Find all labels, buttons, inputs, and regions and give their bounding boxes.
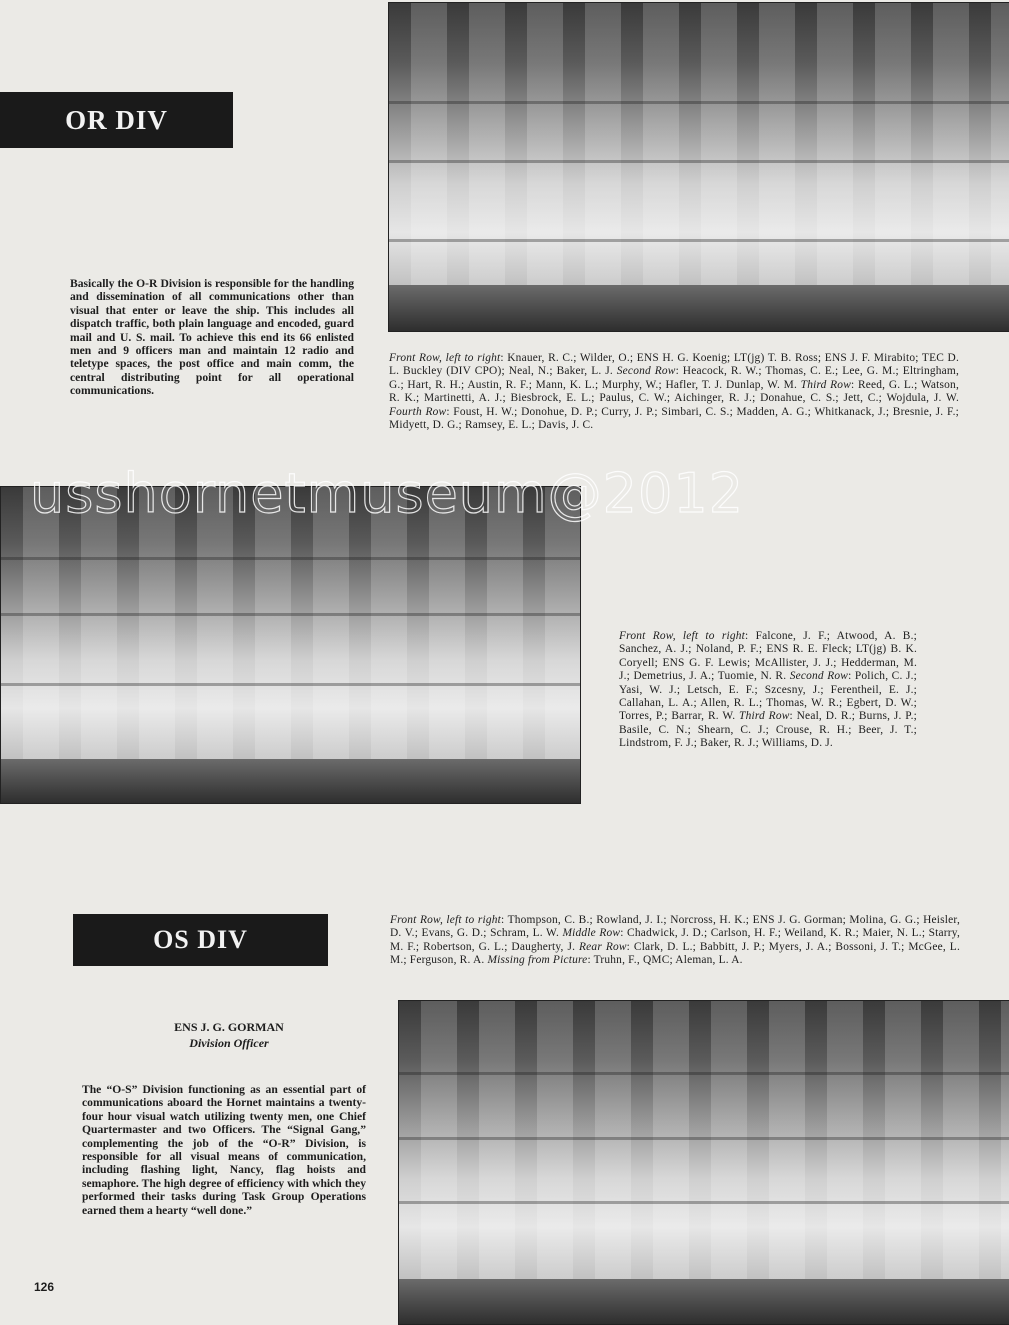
caption-names: : Truhn, F., QMC; Aleman, L. A. [587, 954, 743, 967]
os-div-heading [73, 914, 328, 966]
caption-row-label: Third Row [739, 710, 790, 723]
caption-row-label: Fourth Row [389, 405, 447, 418]
caption-names: : Polich, C. J.; Yasi, W. J.; Letsch, E. F.; Szcesny, J.; Ferentheil, E. J.; Callahan, L. A.; Allen, R. L.; Thomas, W. R.; Egbert, D. W.; Torres, P.; Barrar, R. W. [619, 670, 918, 723]
os-division-officer-title: Division Officer [189, 1036, 269, 1050]
caption-names: : Chadwick, J. D.; Carlson, H. F.; Weiland, K. R.; Maier, N. L.; Starry, M. F.; Robertson, G. L.; Daugherty, J. [390, 927, 960, 953]
or-photo-caption-1 [389, 352, 959, 432]
caption-names: : Clark, D. L.; Babbitt, J. P.; Myers, J. A.; Bossoni, J. T.; McGee, L. M.; Ferguson, R. A. [390, 940, 960, 967]
or-division-group-photo-2 [0, 486, 581, 804]
or-div-heading [0, 92, 233, 148]
caption-names: : Falcone, J. F.; Atwood, A. B.; Sanchez, A. J.; Noland, P. F.; ENS R. E. Fleck; LT(jg) B. K. Coryell; ENS G. F. Lewis; McAllister, J. J.; Hedderman, M. J.; Demetrius, J. A.; Tuomie, N. R. [619, 630, 918, 683]
caption-row-label: Front Row, left to right [389, 352, 501, 364]
or-photo-caption-2 [619, 630, 917, 751]
caption-names: : Thompson, C. B.; Rowland, J. I.; Norcross, H. K.; ENS J. G. Gorman; Molina, G. G.; Heisler, D. V.; Evans, G. D.; Schram, L. W. [390, 914, 961, 940]
caption-row-label: Second Row [789, 670, 849, 683]
os-div-description: The “O-S” Division functioning as an essential part of communications aboard the Hornet maintains a twenty-four hour visual watch utilizing twenty men, one Chief Quartermaster and two Officers. The “Signal Gang,” complementing the job of the “O-R” Division, is responsible for all visual means of communication, including flashing light, Nancy, flag hoists and semaphore. The high degree of efficiency with which they performed their tasks during Task Group Operations earned them a hearty “well done.” [82, 1083, 366, 1217]
caption-row-label: Third Row [800, 378, 852, 391]
caption-names: : Heacock, R. W.; Thomas, C. E.; Lee, G. M.; Eltringham, G.; Hart, R. H.; Austin, R. F.; Mann, K. L.; Murphy, W.; Hafler, T. J. Dunlap, W. M. [389, 365, 960, 391]
caption-row-label: Rear Row [579, 940, 627, 953]
caption-row-label: Front Row, left to right [619, 630, 746, 642]
caption-row-label: Missing from Picture [487, 954, 588, 967]
os-division-officer-name: ENS J. G. GORMAN [174, 1020, 284, 1034]
caption-names: : Reed, G. L.; Watson, R. K.; Martinetti, A. J.; Biesbrock, E. L.; Paulus, C. W.; Aichinger, R. J.; Donahue, C. S.; Jett, C.; Wojdula, J. W. [389, 378, 959, 405]
or-div-description: Basically the O-R Division is responsible for the handling and dissemination of all communications other than visual that enter or leave the ship. This includes all dispatch traffic, both plain language and encoded, guard mail and U. S. mail. To achieve this end its 66 enlisted men and 9 officers man and maintain 12 radio and teletype spaces, the post office and main comm, the central distributing point for all operational communications. [70, 277, 354, 398]
caption-names: : Foust, H. W.; Donohue, D. P.; Curry, J. P.; Simbari, C. S.; Madden, A. G.; Whitkanack, J.; Bresnie, J. F.; Midyett, D. G.; Ramsey, E. L.; Davis, J. C. [389, 405, 959, 432]
caption-row-label: Second Row [616, 365, 676, 378]
caption-row-label: Front Row, left to right [390, 914, 502, 926]
page-number: 126 [34, 1280, 55, 1294]
os-div-heading-text: OS DIV [153, 925, 248, 954]
caption-names: : Neal, D. R.; Burns, J. P.; Basile, C. N.; Shearn, C. J.; Crouse, R. H.; Beer, J. T.; Lindstrom, F. J.; Baker, R. J.; Williams, D. J. [619, 710, 917, 750]
os-photo-caption [390, 914, 960, 968]
os-division-group-photo [398, 1000, 1009, 1325]
or-division-group-photo [388, 2, 1009, 332]
caption-names: : Knauer, R. C.; Wilder, O.; ENS H. G. Koenig; LT(jg) T. B. Ross; ENS J. F. Mirabito; TEC D. L. Buckley (DIV CPO); Neal, N.; Baker, L. J. [389, 352, 960, 378]
caption-row-label: Middle Row [562, 927, 621, 940]
or-div-heading-text: OR DIV [65, 104, 168, 135]
